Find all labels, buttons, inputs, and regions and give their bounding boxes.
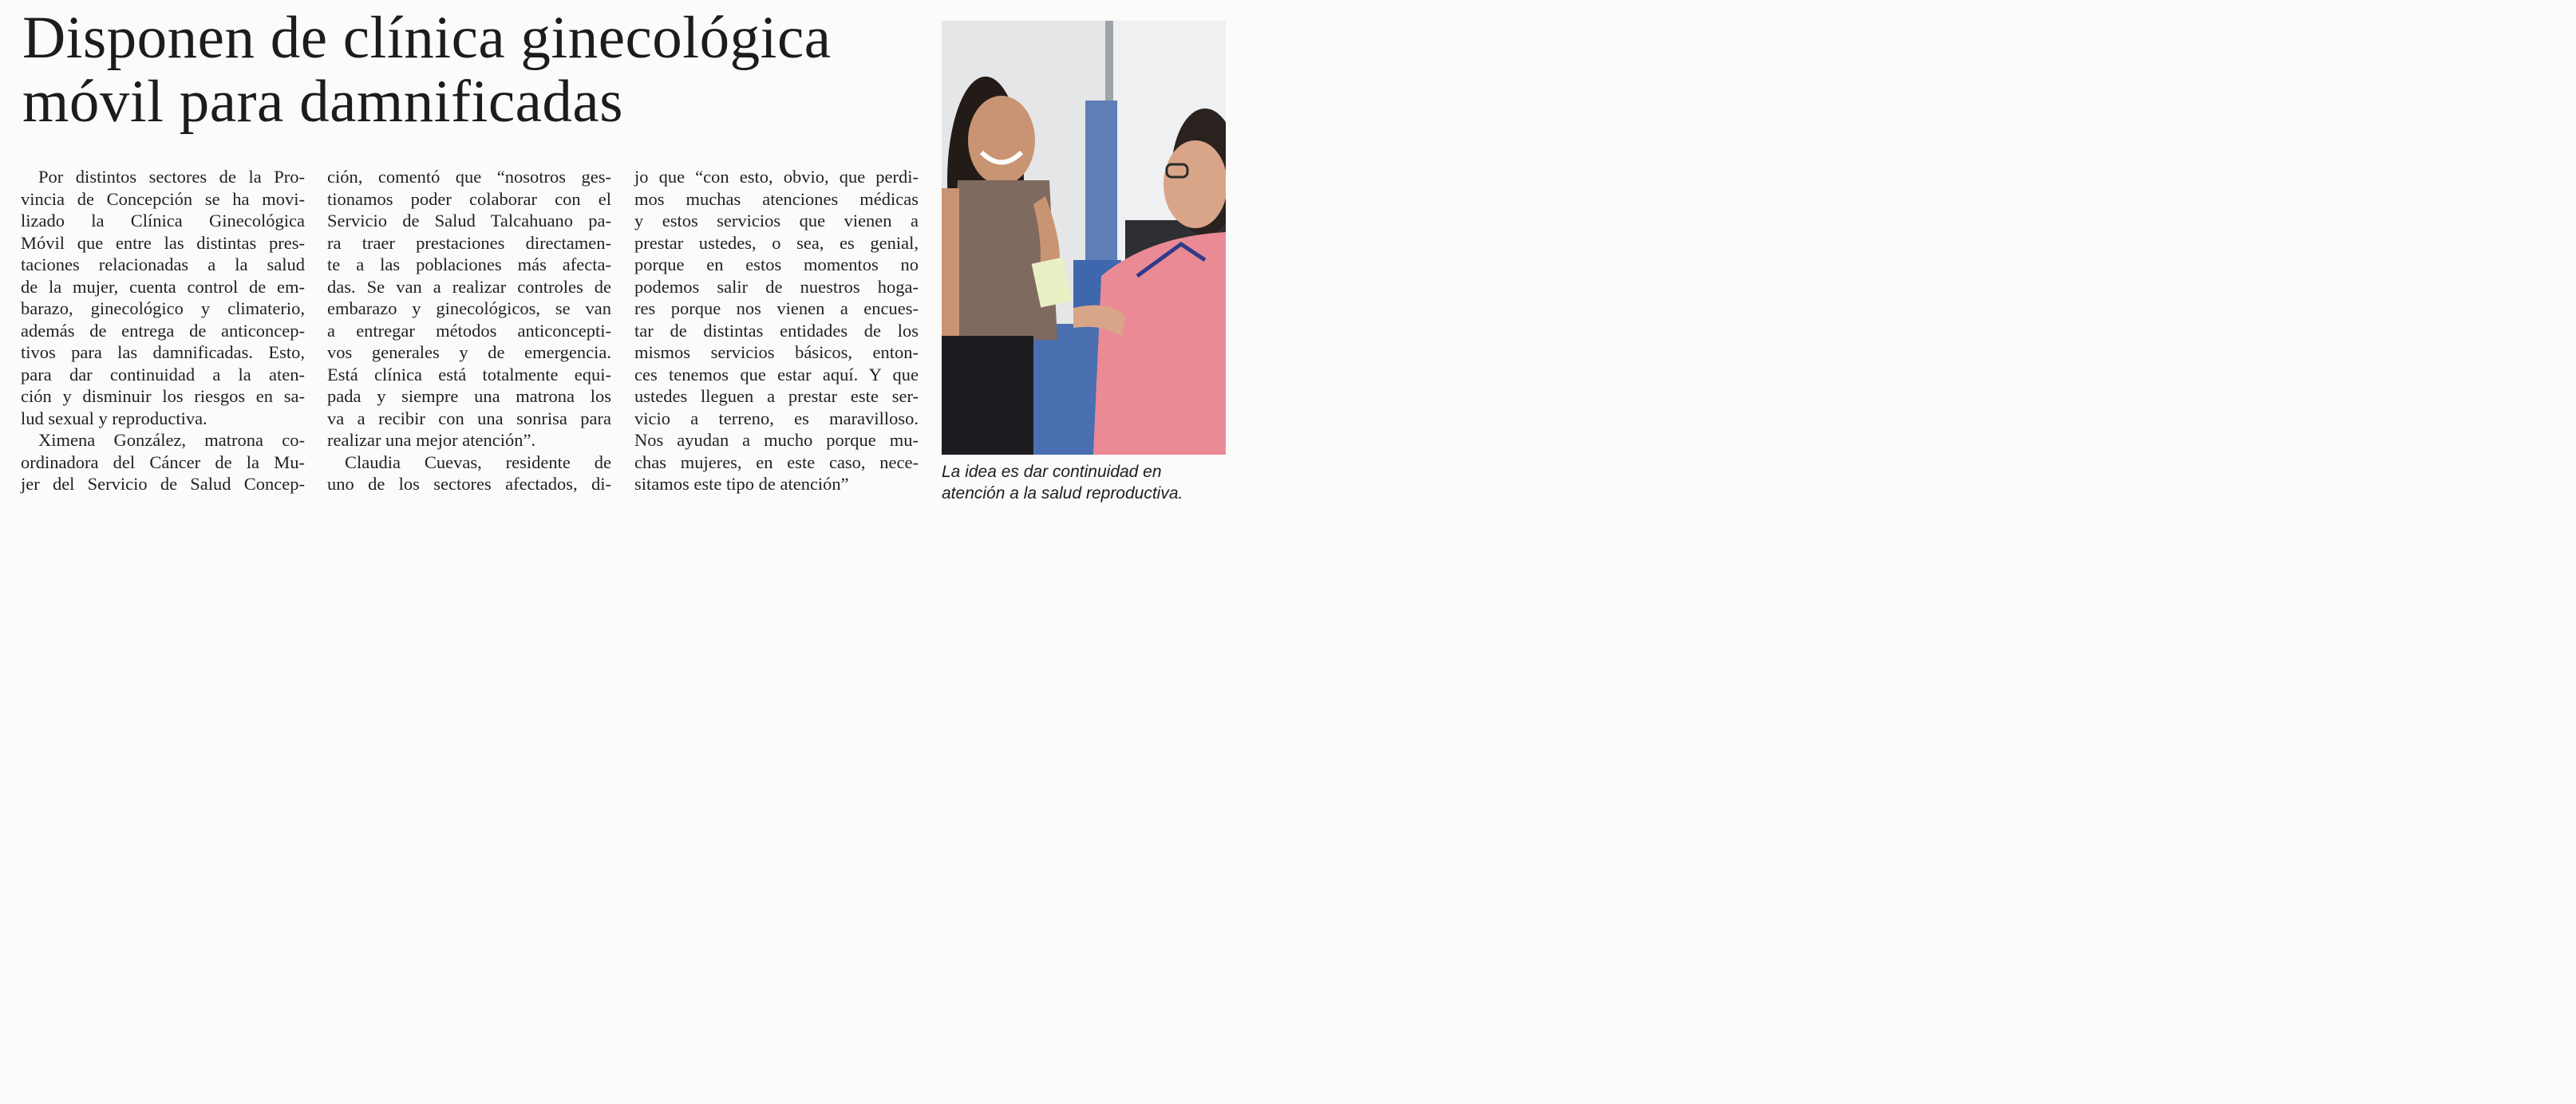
text-line: Móvil que entre las distintas pres- xyxy=(21,232,305,253)
text-line: vincia de Concepción se ha movi- xyxy=(21,188,305,209)
text-line: embarazo y ginecológicos, se van xyxy=(327,298,611,318)
article-photo xyxy=(942,21,1226,455)
text-line: Nos ayudan a mucho porque mu- xyxy=(634,430,919,450)
text-line: sitamos este tipo de atención” xyxy=(634,474,849,494)
text-line: tivos para las damnificadas. Esto, xyxy=(21,342,305,362)
text-line: jo que “con esto, obvio, que perdi- xyxy=(634,167,919,187)
article-column-1 xyxy=(21,166,305,495)
text-line: prestar ustedes, o sea, es genial, xyxy=(634,232,919,253)
text-line: tar de distintas entidades de los xyxy=(634,320,919,341)
text-line: ra traer prestaciones directamen- xyxy=(327,232,611,253)
text-line: ción, comentó que “nosotros ges- xyxy=(327,167,611,187)
text-line: pada y siempre una matrona los xyxy=(327,386,611,406)
text-line: Está clínica está totalmente equi- xyxy=(327,364,611,384)
text-line: podemos salir de nuestros hoga- xyxy=(634,276,919,297)
text-line: lizado la Clínica Ginecológica xyxy=(21,211,305,231)
text-line: mismos servicios básicos, enton- xyxy=(634,342,919,362)
text-line: de la mujer, cuenta control de em- xyxy=(21,276,305,297)
text-line: Claudia Cuevas, residente de xyxy=(345,451,611,472)
text-line: Ximena González, matrona co- xyxy=(38,430,305,450)
text-line: uno de los sectores afectados, di- xyxy=(327,474,611,494)
text-line: jer del Servicio de Salud Concep- xyxy=(21,474,305,494)
caption-line-1: La idea es dar continuidad en xyxy=(942,463,1162,481)
text-line: a entregar métodos anticoncepti- xyxy=(327,320,611,341)
text-line: res porque nos vienen a encues- xyxy=(634,298,919,318)
headline xyxy=(22,6,916,134)
text-line: chas mujeres, en este caso, nece- xyxy=(634,451,919,472)
text-line: porque en estos momentos no xyxy=(634,254,919,274)
text-line: Por distintos sectores de la Pro- xyxy=(38,167,305,187)
text-line: ción y disminuir los riesgos en sa- xyxy=(21,386,305,406)
text-line: te a las poblaciones más afecta- xyxy=(327,254,611,274)
text-line: para dar continuidad a la aten- xyxy=(21,364,305,384)
text-line: mos muchas atenciones médicas xyxy=(634,188,919,209)
text-line: ustedes lleguen a prestar este ser- xyxy=(634,386,919,406)
text-line: vicio a terreno, es maravilloso. xyxy=(634,408,919,428)
text-line: ordinadora del Cáncer de la Mu- xyxy=(21,451,305,472)
text-line: das. Se van a realizar controles de xyxy=(327,276,611,297)
article-column-2 xyxy=(327,166,611,495)
text-line: y estos servicios que vienen a xyxy=(634,211,919,231)
text-line: lud sexual y reproductiva. xyxy=(21,408,207,428)
text-line: taciones relacionadas a la salud xyxy=(21,254,305,274)
text-line: realizar una mejor atención”. xyxy=(327,430,536,450)
headline-line-1: Disponen de clínica ginecológica xyxy=(22,5,832,71)
photo-illustration xyxy=(942,21,1226,455)
text-line: barazo, ginecológico y climaterio, xyxy=(21,298,305,318)
text-line: vos generales y de emergencia. xyxy=(327,342,611,362)
text-line: va a recibir con una sonrisa para xyxy=(327,408,611,428)
headline-line-2: móvil para damnificadas xyxy=(22,69,623,135)
text-line: además de entrega de anticoncep- xyxy=(21,320,305,341)
article-column-3 xyxy=(634,166,919,495)
text-line: tionamos poder colaborar con el xyxy=(327,188,611,209)
text-line: Servicio de Salud Talcahuano pa- xyxy=(327,211,611,231)
caption-line-2: atención a la salud reproductiva. xyxy=(942,484,1183,503)
photo-caption xyxy=(942,461,1245,504)
text-line: ces tenemos que estar aquí. Y que xyxy=(634,364,919,384)
